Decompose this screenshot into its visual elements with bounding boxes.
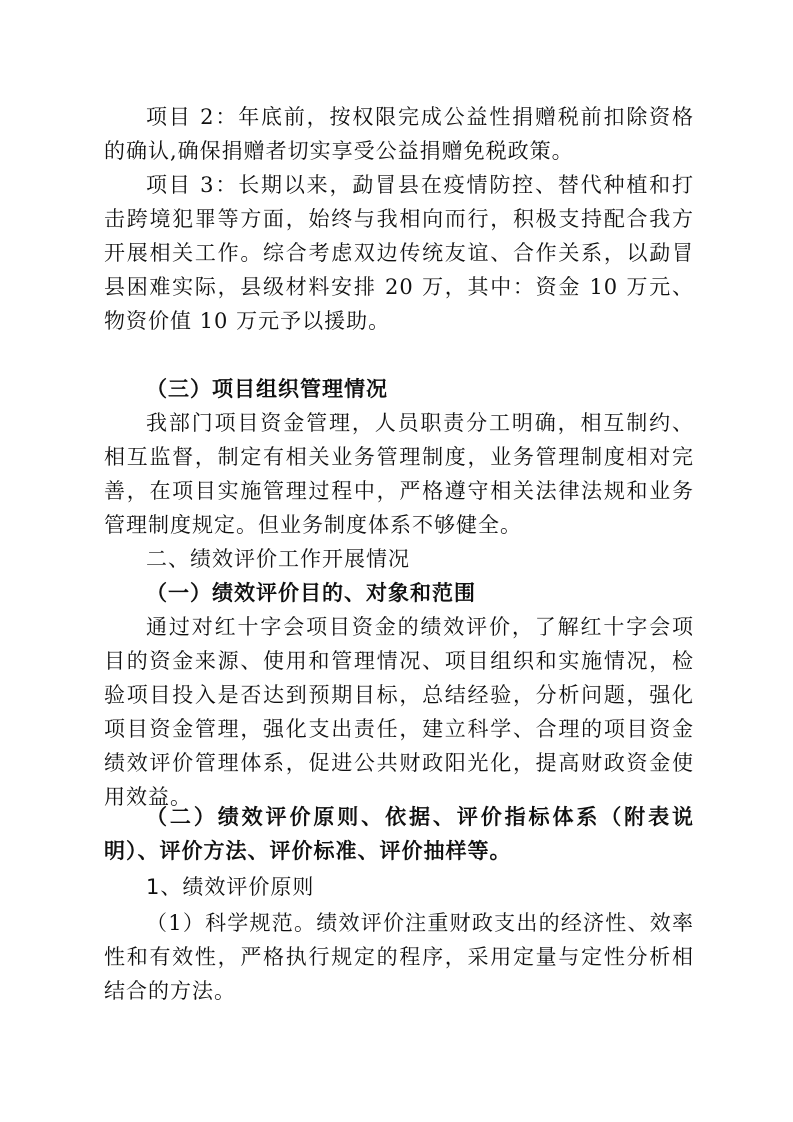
heading-section-two: 二、绩效评价工作开展情况 (146, 547, 410, 571)
heading-evaluation-purpose: （一）绩效评价目的、对象和范围 (146, 580, 476, 605)
paragraph-scientific-norms: （1）科学规范。绩效评价注重财政支出的经济性、效率性和有效性，严格执行规定的程序，采用定量与定性分析相结合的方法。 (104, 911, 694, 1003)
heading-project-organization: （三）项目组织管理情况 (146, 376, 388, 401)
paragraph-management: 我部门项目资金管理，人员职责分工明确，相互制约、相互监督，制定有相关业务管理制度，业务管理制度相对完善，在项目实施管理过程中，严格遵守相关法律法规和业务管理制度规定。但业务制度体系不够健全。 (104, 411, 694, 537)
heading-evaluation-principles-basis: （二）绩效评价原则、依据、评价指标体系（附表说明）、评价方法、评价标准、评价抽样等。 (104, 804, 694, 863)
paragraph-project-2: 项目 2：年底前，按权限完成公益性捐赠税前扣除资格的确认,确保捐赠者切实享受公益捐赠免税政策。 (104, 105, 694, 163)
paragraph-project-3: 项目 3：长期以来，勐冒县在疫情防控、替代种植和打击跨境犯罪等方面，始终与我相向而行，积极支持配合我方开展相关工作。综合考虑双边传统友谊、合作关系，以勐冒县困难实际，县级材料安排 20 万，其中：资金 10 万元、物资价值 10 万元予以援助。 (104, 173, 694, 333)
heading-principles: 1、绩效评价原则 (146, 875, 315, 899)
paragraph-evaluation-purpose: 通过对红十字会项目资金的绩效评价，了解红十字会项目的资金来源、使用和管理情况、项目组织和实施情况，检验项目投入是否达到预期目标，总结经验，分析问题，强化项目资金管理，强化支出责任，建立科学、合理的项目资金绩效评价管理体系，促进公共财政阳光化，提高财政资金使用效益。 (104, 615, 694, 809)
